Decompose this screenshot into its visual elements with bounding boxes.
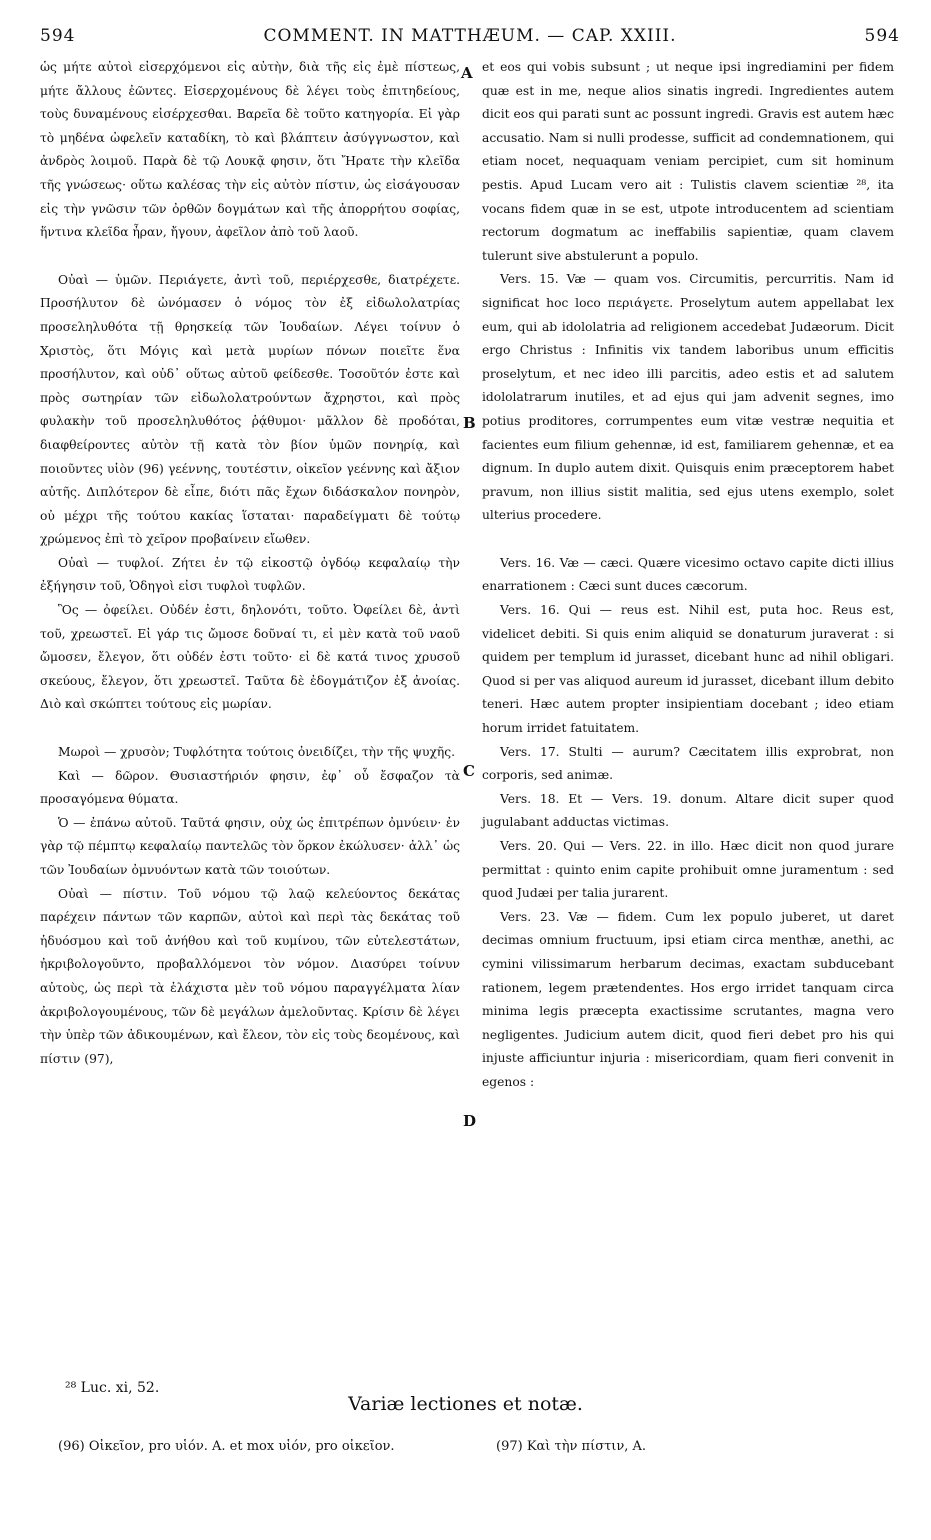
greek-paragraph: Ὁ — ἐπάνω αὐτοῦ. Ταῦτά φησιν, οὐχ ὡς ἐπιτρέπων ὀμνύειν· ἐν γὰρ τῷ πέμπτῳ κεφαλαίῳ παντελῶς τὸν ὅρκον ἐκώλυσεν· ἀλλ᾽ ὡς τῶν Ἰουδαίων ὀμνυόντων κατὰ τῶν τοιούτων. (40, 815, 460, 877)
latin-paragraph: Vers. 20. Qui — Vers. 22. in illo. Hæc dicit non quod jurare permittat : quinto enim capite prohibuit omne juramentum : sed quod Judæi per talia jurarent. (482, 839, 894, 901)
variant-note: (96) Οἰκεῖον, pro υἱόν. A. et mox υἱόν, pro οἰκεῖον. (58, 1439, 395, 1454)
latin-paragraph: Vers. 17. Stulti — aurum? Cæcitatem illis exprobrat, non corporis, sed animæ. (482, 744, 894, 783)
latin-paragraph: et eos qui vobis subsunt ; ut neque ipsi ingrediamini per fidem quæ est in me, neque alios sinatis ingredi. Ingredientes autem dicit eos qui parati sunt ac possunt ingredi. Gravis est autem hæc accusatio. Nam si nulli prodesse, sufficit ad condemnationem, qui etiam nocet, nequaquam veniam percipiet, cum sit hominum pestis. Apud Lucam vero ait : Tulistis clavem scientiæ ²⁸, ita vocans fidem quæ in se est, utpote introducentem ad scientiam rectorum dogmatum ac ineffabilis sapientiæ, quam clavem tulerunt sive abstulerunt a populo. (482, 60, 894, 263)
latin-paragraph: Vers. 16. Qui — reus est. Nihil est, puta hoc. Reus est, videlicet debiti. Si quis enim aliquid se donaturum juraverat : si quidem per templum id jurasset, dicebant hunc ad nihil obligari. Quod si per vas aliquod aureum id jurasset, dicebant illum debito teneri. Hæc autem propter insipientiam docebant ; ideo etiam horum irridet fatuitatem. (482, 603, 894, 736)
latin-paragraph: Vers. 15. Væ — quam vos. Circumitis, percurritis. Nam id significat hoc loco περιάγετε. Proselytum autem appellabat lex eum, qui ab idololatria ad religionem accedebat Judæorum. Dicit ergo Christus : Infinitis vix tandem laboribus unum efficitis proselytum, et nec ideo illi parcitis, adeo estis et ad salutem idololatrarum inutiles, et ad ejus qui jam advenit segnes, imo potius proditores, corrumpentes eum vitæ vestræ nequitia et facientes eum filium gehennæ, id est, familiarem gehennæ, et ea dignum. In duplo autem dixit. Quisquis enim præceptorem habet pravum, non illius sistit malitia, sed ejus utens exemplo, solet ulterius procedere. (482, 272, 894, 523)
latin-paragraph: Vers. 16. Væ — cæci. Quære vicesimo octavo capite dicti illius enarrationem : Cæci sunt duces cæcorum. (482, 555, 894, 594)
greek-paragraph: Καὶ — δῶρον. Θυσιαστήριόν φησιν, ἐφ᾽ οὗ ἔσφαζον τὰ προσαγόμενα θύματα. (40, 768, 460, 807)
scripture-footnote: ²⁸ Luc. xi, 52. (65, 1380, 160, 1396)
greek-paragraph: Οὐαὶ — τυφλοί. Ζήτει ἐν τῷ εἰκοστῷ ὀγδόῳ κεφαλαίῳ τὴν ἐξήγησιν τοῦ, Ὁδηγοὶ εἰσι τυφλοὶ τυφλῶν. (40, 555, 460, 594)
margin-letter-d: D (463, 1112, 477, 1130)
greek-paragraph: Οὐαὶ — ὑμῶν. Περιάγετε, ἀντὶ τοῦ, περιέρχεσθε, διατρέχετε. Προσήλυτον δὲ ὠνόμασεν ὁ νόμος τὸν ἐξ εἰδωλολατρίας προσεληλυθότα τῇ θρησκείᾳ τῶν Ἰουδαίων. Λέγει τοίνυν ὁ Χριστὸς, ὅτι Μόγις καὶ μετὰ μυρίων πόνων ποιεῖτε ἕνα προσήλυτον, καὶ οὐδ᾽ οὕτως αὐτοῦ φείδεσθε. Τοσοῦτόν ἐστε καὶ πρὸς σωτηρίαν τῶν εἰδωλολατρούντων ἄχρηστοι, καὶ πρὸς φυλακὴν τοῦ προσεληλυθότος ῥᾴθυμοι· μᾶλλον δὲ προδόται, διαφθείροντες αὐτὸν τῇ κατὰ τὸν βίον ὑμῶν πονηρίᾳ, καὶ ποιοῦντες υἱὸν (96) γεέννης, τουτέστιν, οἰκεῖον γεέννης καὶ ἄξιον αὐτῆς. Διπλότερον δὲ εἶπε, διότι πᾶς ἔχων διδάσκαλον πονηρὸν, οὐ μέχρι τῆς τούτου κακίας ἵσταται· παραδείγματι δὲ τούτῳ χρώμενος ἐπὶ τὸ χεῖρον προβαίνειν εἴωθεν. (40, 272, 460, 547)
greek-column (40, 56, 460, 1071)
margin-letter-c: C (463, 762, 475, 780)
page-number-right: 594 (864, 26, 900, 46)
greek-paragraph: ὡς μήτε αὐτοὶ εἰσερχόμενοι εἰς αὐτὴν, διὰ τῆς εἰς ἐμὲ πίστεως, μήτε ἄλλους ἐῶντες. Εἰσερχομένους δὲ λέγει τοὺς ἐπιτηδείους, τοὺς δυναμένους εἰσέρχεσθαι. Βαρεῖα δὲ τοῦτο κατηγορία. Εἰ γὰρ τὸ μηδένα ὠφελεῖν καταδίκη, τὸ καὶ βλάπτειν ἀσύγγνωστον, καὶ ἀνδρὸς λοιμοῦ. Παρὰ δὲ τῷ Λουκᾷ φησιν, ὅτι Ἤρατε τὴν κλεῖδα τῆς γνώσεως· οὕτω καλέσας τὴν εἰς αὐτὸν πίστιν, ὡς εἰσάγουσαν εἰς τὴν γνῶσιν τῶν ὀρθῶν δογμάτων καὶ τῆς ἀπορρήτου σοφίας, ἥντινα κλεῖδα ἦραν, ἤγουν, ἀφεῖλον ἀπὸ τοῦ λαοῦ. (40, 60, 460, 240)
latin-paragraph: Vers. 23. Væ — fidem. Cum lex populo juberet, ut daret decimas omnium fructuum, ipsi etiam circa menthæ, anethi, ac cymini vilissimarum herbarum decimas, exactam subducebant rationem, legem prætendentes. Hos ergo irridet tanquam circa minima legis præcepta exactissime scrutantes, magna vero negligentes. Judicium autem dicit, quod fieri debet pro his qui injuste afficiuntur injuria : misericordiam, quam fieri convenit in egenos : (482, 909, 894, 1089)
page-number-left: 594 (40, 26, 76, 46)
latin-paragraph: Vers. 18. Et — Vers. 19. donum. Altare dicit super quod jugulabant adductas victimas. (482, 791, 894, 830)
page-header (40, 26, 900, 50)
margin-letter-a: A (461, 64, 473, 82)
running-title: COMMENT. IN MATTHÆUM. — CAP. XXIII. (263, 26, 677, 46)
greek-paragraph: Ὃς — ὀφείλει. Οὐδέν ἐστι, δηλονότι, τοῦτο. Ὀφείλει δὲ, ἀντὶ τοῦ, χρεωστεῖ. Εἰ γάρ τις ὤμοσε δοῦναί τι, εἰ μὲν κατὰ τοῦ ναοῦ ὤμοσεν, ἔλεγον, ὅτι οὐδέν ἐστι τοῦτο· εἰ δὲ κατά τινος χρυσοῦ σκεύους, ἔλεγον, ὅτι χρεωστεῖ. Ταῦτα δὲ ἐδογμάτιζον ἐξ ἀνοίας. Διὸ καὶ σκώπτει τούτους εἰς μωρίαν. (40, 603, 460, 712)
margin-letter-b: B (463, 414, 476, 432)
latin-column (482, 56, 894, 1095)
greek-paragraph: Οὐαὶ — πίστιν. Τοῦ νόμου τῷ λαῷ κελεύοντος δεκάτας παρέχειν πάντων τῶν καρπῶν, αὐτοὶ καὶ περὶ τὰς δεκάτας τοῦ ἡδυόσμου καὶ τοῦ ἀνήθου καὶ τοῦ κυμίνου, τῶν εὐτελεστάτων, ἠκριβολογοῦντο, προβαλλόμενοι τὸν νόμον. Διασύρει τοίνυν αὐτοὺς, ὡς περὶ τὰ ἐλάχιστα μὲν τοῦ νόμου παραγγέλματα λίαν ἀκριβολογουμένους, τῶν δὲ μεγάλων ἀμελοῦντας. Κρίσιν δὲ λέγει τὴν ὑπὲρ τῶν ἀδικουμένων, καὶ ἔλεον, τὸν εἰς τοὺς δεομένους, καὶ πίστιν (97), (40, 886, 460, 1066)
greek-paragraph: Μωροὶ — χρυσὸν; Τυφλότητα τούτοις ὀνειδίζει, τὴν τῆς ψυχῆς. (58, 745, 456, 760)
variant-note: (97) Καὶ τὴν πίστιν, A. (496, 1439, 647, 1454)
variae-lectiones-heading: Variæ lectiones et notæ. (348, 1393, 583, 1415)
